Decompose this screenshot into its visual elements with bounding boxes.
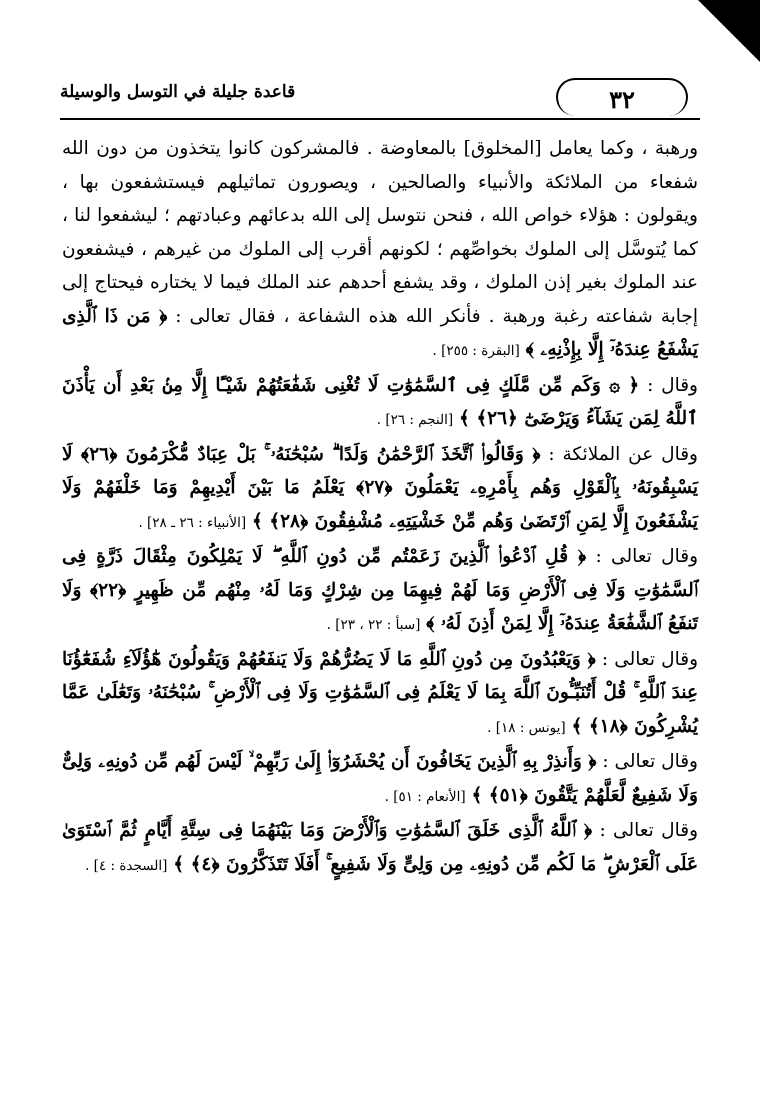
paragraph-text: وقال تعالى : (599, 820, 698, 841)
verse-reference: [الأنعام : ٥١] . (384, 788, 466, 805)
verse-reference: [البقرة : ٢٥٥] . (432, 343, 520, 359)
verse-reference: [السجدة : ٤] . (85, 857, 168, 874)
verse-reference: [الأنبياء : ٢٦ ـ ٢٨] . (138, 514, 247, 531)
paragraph-1 (62, 132, 698, 369)
verse-reference: [النجم : ٢٦] . (376, 412, 454, 428)
paragraph-5 (62, 643, 698, 746)
paragraph-text: وقال : (647, 374, 698, 396)
page-header (60, 78, 692, 118)
paragraph-2 (62, 369, 698, 438)
paragraph-6 (62, 745, 698, 814)
paragraph-4 (62, 540, 698, 643)
header-rule (60, 118, 700, 120)
paragraph-text: وقال تعالى : (595, 546, 699, 567)
paragraph-text: وقال عن الملائكة : (548, 443, 698, 465)
quran-verse: ﴿ مَن ذَا ٱلَّذِى يَشْفَعُ عِندَهُۥٓ إِلَّا بِإِذْنِهِۦ ﴾ (62, 305, 698, 360)
paragraph-7 (62, 814, 698, 883)
quran-verse: ﴿ وَيَعْبُدُونَ مِن دُونِ ٱللَّهِ مَا لَا يَضُرُّهُمْ وَلَا يَنفَعُهُمْ وَيَقُولُونَ هَٰٓؤُلَآءِ شُفَعَٰٓؤُنَا عِندَ ٱللَّهِ ۚ قُلْ أَتُنَبِّـُٔونَ ٱللَّهَ بِمَا لَا يَعْلَمُ فِى ٱلسَّمَٰوَٰتِ وَلَا فِى ٱلْأَرْضِ ۚ سُبْحَٰنَهُۥ وَتَعَٰلَىٰ عَمَّا يُشْرِكُونَ ﴿١٨﴾ ﴾ (62, 648, 698, 737)
quran-verse: ﴿ قُلِ ٱدْعُوا۟ ٱلَّذِينَ زَعَمْتُم مِّن دُونِ ٱللَّهِ ۖ لَا يَمْلِكُونَ مِثْقَالَ ذَرَّةٍ فِى ٱلسَّمَٰوَٰتِ وَلَا فِى ٱلْأَرْضِ وَمَا لَهُمْ فِيهِمَا مِن شِرْكٍ وَمَا لَهُۥ مِنْهُم مِّن ظَهِيرٍ ﴿٢٢﴾ وَلَا تَنفَعُ ٱلشَّفَٰعَةُ عِندَهُۥٓ إِلَّا لِمَنْ أَذِنَ لَهُۥ ﴾ (62, 546, 699, 634)
paragraph-text: وقال تعالى : (602, 751, 698, 772)
paragraph-text: ورهبة ، وكما يعامل [المخلوق] بالمعاوضة . فالمشركون كانوا يتخذون من دون الله شفعاء من الملائكة والأنبياء والصالحين ، ويصورون تماثيلهم فيستشفعون بها ، ويقولون : هؤلاء خواص الله ، فنحن نتوسل إلى الله بدعائهم وعبادتهم ؛ ليشفعوا لنا ، كما يُتوسَّل إلى الملوك بخواصِّهم ؛ لكونهم أقرب إلى الملوك من غيرهم ، فيشفعون عند الملوك بغير إذن الملوك ، وقد يشفع أحدهم عند الملك فيما لا يختاره فيحتاج إلى إجابة شفاعته رغبة ورهبة . فأنكر الله هذه الشفاعة ، فقال تعالى : (62, 138, 698, 327)
paragraph-text: وقال تعالى : (601, 648, 698, 670)
verse-reference: [سبأ : ٢٢ ، ٢٣] . (326, 617, 421, 633)
verse-reference: [يونس : ١٨] . (487, 719, 566, 736)
quran-verse: ﴿ ٱللَّهُ ٱلَّذِى خَلَقَ ٱلسَّمَٰوَٰتِ وَٱلْأَرْضَ وَمَا بَيْنَهُمَا فِى سِتَّةِ أَيَّامٍ ثُمَّ ٱسْتَوَىٰ عَلَى ٱلْعَرْشِ ۖ مَا لَكُم مِّن دُونِهِۦ مِن وَلِىٍّ وَلَا شَفِيعٍ ۚ أَفَلَا تَتَذَكَّرُونَ ﴿٤﴾ ﴾ (62, 820, 698, 875)
quran-verse: ﴿ وَأَنذِرْ بِهِ ٱلَّذِينَ يَخَافُونَ أَن يُحْشَرُوٓا۟ إِلَىٰ رَبِّهِمْ ۙ لَيْسَ لَهُم مِّن دُونِهِۦ وَلِىٌّ وَلَا شَفِيعٌ لَّعَلَّهُمْ يَتَّقُونَ ﴿٥١﴾ ﴾ (62, 751, 698, 806)
page-body (62, 132, 698, 883)
page-corner-mark (698, 0, 760, 62)
quran-verse: ﴿ وَقَالُوا۟ ٱتَّخَذَ ٱلرَّحْمَٰنُ وَلَدًا ۗ سُبْحَٰنَهُۥ ۚ بَلْ عِبَادٌ مُّكْرَمُونَ ﴿٢٦﴾ لَا يَسْبِقُونَهُۥ بِٱلْقَوْلِ وَهُم بِأَمْرِهِۦ يَعْمَلُونَ ﴿٢٧﴾ يَعْلَمُ مَا بَيْنَ أَيْدِيهِمْ وَمَا خَلْفَهُمْ وَلَا يَشْفَعُونَ إِلَّا لِمَنِ ٱرْتَضَىٰ وَهُم مِّنْ خَشْيَتِهِۦ مُشْفِقُونَ ﴿٢٨﴾ ﴾ (62, 443, 698, 532)
quran-verse: ﴿ ۞ وَكَم مِّن مَّلَكٍ فِى ٱلسَّمَٰوَٰتِ لَا تُغْنِى شَفَٰعَتُهُمْ شَيْـًٔا إِلَّا مِنۢ بَعْدِ أَن يَأْذَنَ ٱللَّهُ لِمَن يَشَآءُ وَيَرْضَىٰٓ ﴿٢٦﴾ ﴾ (62, 374, 698, 429)
paragraph-3 (62, 438, 698, 541)
page-number: ٣٢ (556, 78, 688, 116)
running-title: قاعدة جليلة في التوسل والوسيلة (60, 82, 296, 102)
